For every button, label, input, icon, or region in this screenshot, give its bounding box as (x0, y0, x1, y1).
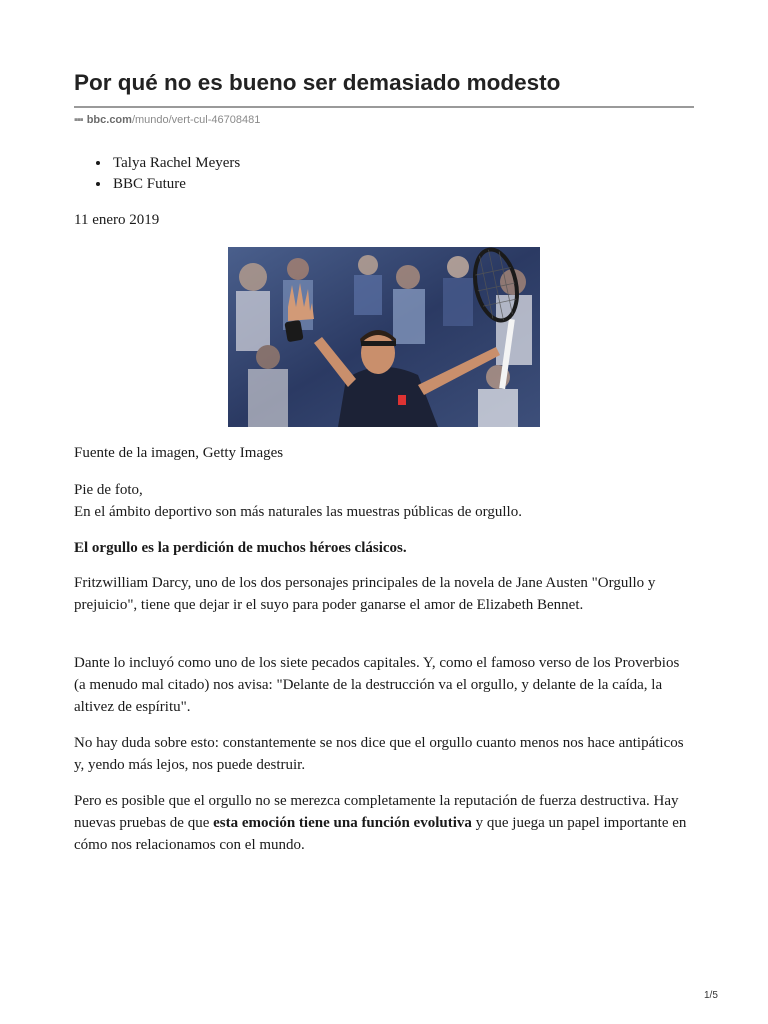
source-url[interactable] (74, 114, 260, 126)
article-lead: El orgullo es la perdición de muchos héroes clásicos. (74, 540, 407, 556)
caption-label: Pie de foto, (74, 482, 143, 498)
source-path[interactable]: /mundo/vert-cul-46708481 (131, 114, 261, 126)
paragraph-text: y que juega un papel importante en cómo nos relacionamos con el mundo. (74, 815, 687, 853)
image-credit: Fuente de la imagen, Getty Images (74, 445, 284, 461)
source-domain[interactable]: bbc.com (86, 114, 132, 126)
author-item: • BBC Future (111, 174, 240, 195)
paragraph: No hay duda sobre esto: constantemente se nos dice que el orgullo cuanto menos nos hace antipáticos y, yendo más lejos, nos puede destruir. (74, 735, 684, 773)
paragraph (74, 790, 694, 856)
paragraph: Dante lo incluyó como uno de los siete pecados capitales. Y, como el famoso verso de los Proverbios (a menudo mal citado) nos avisa: "Delante de la destrucción va el orgullo, y delante de la caída, la altivez de espíritu". (74, 655, 680, 715)
grid-dots-icon: ▪▪▪ (74, 114, 83, 126)
author-item: • Talya Rachel Meyers (111, 153, 240, 174)
publish-date: 11 enero 2019 (74, 212, 160, 228)
paragraph: Fritzwilliam Darcy, uno de los dos personajes principales de la novela de Jane Austen "Orgullo y prejuicio", tiene que dejar ir el suyo para poder ganarse el amor de Elizabeth Bennet. (74, 575, 656, 613)
emphasis-link[interactable]: esta emoción tiene una función evolutiva (213, 815, 472, 831)
page-number: 1/5 (704, 990, 718, 1001)
image-caption (74, 479, 694, 523)
tennis-player-photo (228, 247, 540, 427)
paragraph-text: Pero es posible que el orgullo no se merezca completamente la reputación de fuerza destructiva. Hay nuevas pruebas de que (74, 793, 679, 831)
caption-text: En el ámbito deportivo son más naturales las muestras públicas de orgullo. (74, 504, 522, 520)
article-title: Por qué no es bueno ser demasiado modesto (74, 70, 561, 95)
author-list (74, 153, 240, 195)
title-divider (74, 106, 694, 108)
